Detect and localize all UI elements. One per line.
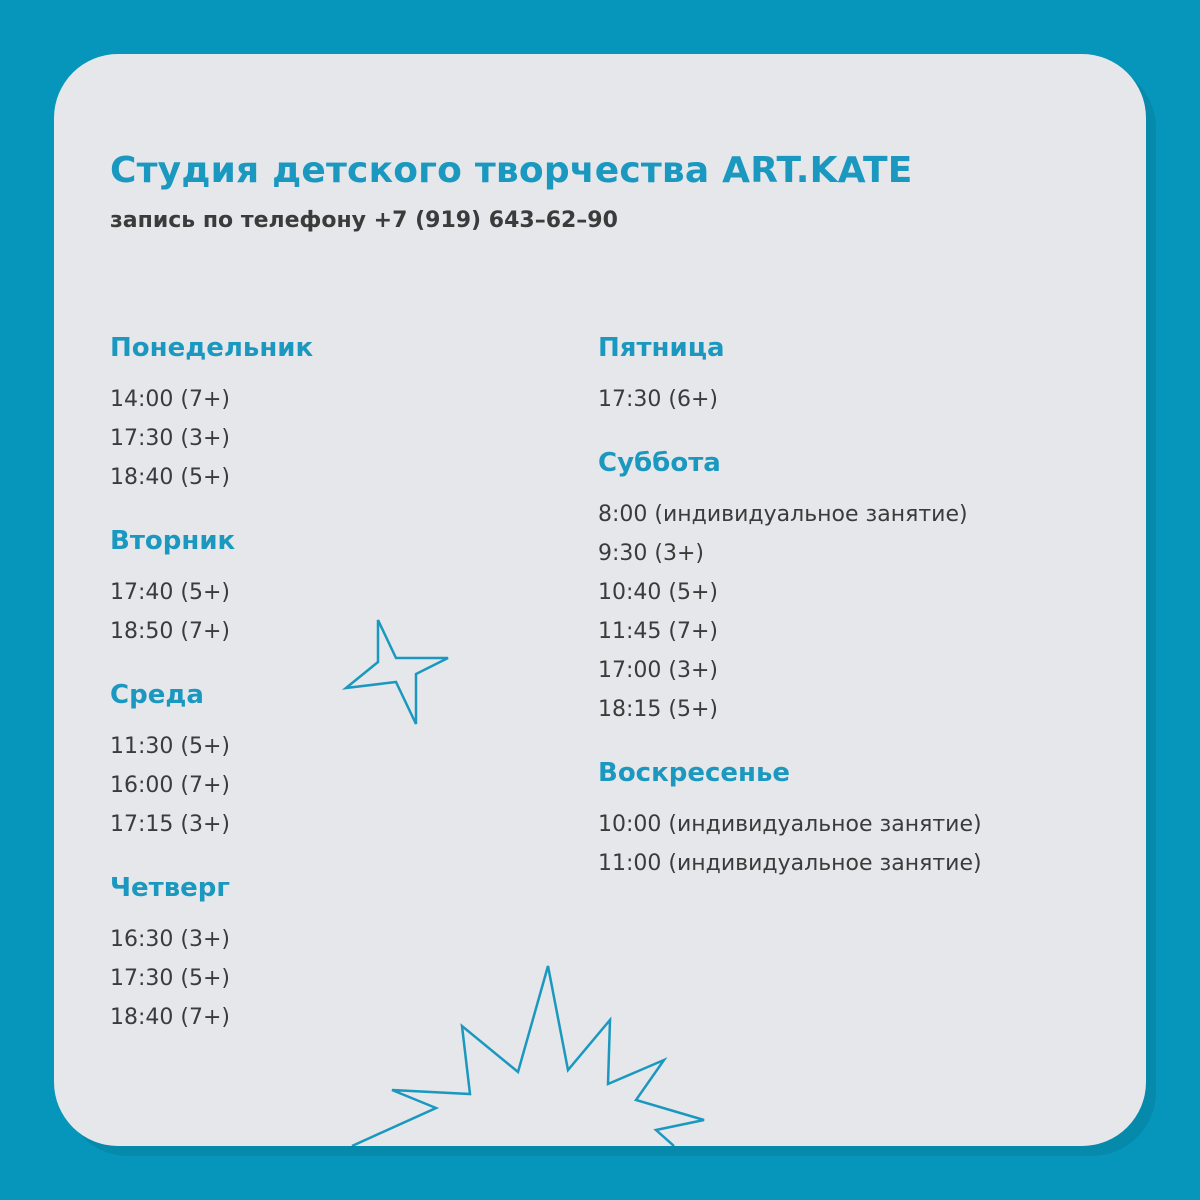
time-slot: 14:00 (7+) xyxy=(110,387,230,412)
time-slot: 17:30 (3+) xyxy=(110,426,230,451)
day-block xyxy=(598,755,982,883)
time-slot: 18:40 (5+) xyxy=(110,465,230,490)
day-heading: Суббота xyxy=(598,448,721,478)
day-heading: Воскресенье xyxy=(598,758,791,788)
day-heading: Вторник xyxy=(110,526,236,556)
day-heading: Четверг xyxy=(110,873,230,903)
time-slot: 8:00 (индивидуальное занятие) xyxy=(598,502,968,527)
four-point-star-icon xyxy=(342,616,454,728)
day-block xyxy=(110,870,313,1037)
day-block xyxy=(110,677,313,844)
time-slot: 18:15 (5+) xyxy=(598,697,718,722)
time-slot: 17:30 (6+) xyxy=(598,387,718,412)
day-block xyxy=(110,523,313,651)
day-heading: Среда xyxy=(110,680,204,710)
schedule-column-left xyxy=(110,330,313,1063)
time-slot: 17:40 (5+) xyxy=(110,580,230,605)
page-title: Студия детского творчества ART.KATE xyxy=(110,150,913,191)
burst-star-icon xyxy=(344,960,764,1146)
time-slot: 18:50 (7+) xyxy=(110,619,230,644)
time-slot: 11:45 (7+) xyxy=(598,619,718,644)
time-slot: 17:15 (3+) xyxy=(110,812,230,837)
time-slot: 10:00 (индивидуальное занятие) xyxy=(598,812,982,837)
phone-subtitle: запись по телефону +7 (919) 643–62–90 xyxy=(110,208,618,233)
time-slot: 11:00 (индивидуальное занятие) xyxy=(598,851,982,876)
day-heading: Понедельник xyxy=(110,333,314,363)
day-block xyxy=(598,330,982,419)
time-slot: 9:30 (3+) xyxy=(598,541,704,566)
day-block xyxy=(110,330,313,497)
time-slot: 10:40 (5+) xyxy=(598,580,718,605)
day-heading: Пятница xyxy=(598,333,725,363)
time-slot: 16:30 (3+) xyxy=(110,927,230,952)
time-slot: 18:40 (7+) xyxy=(110,1005,230,1030)
time-slot: 16:00 (7+) xyxy=(110,773,230,798)
time-slot: 17:30 (5+) xyxy=(110,966,230,991)
schedule-card xyxy=(54,54,1146,1146)
day-block xyxy=(598,445,982,729)
time-slot: 17:00 (3+) xyxy=(598,658,718,683)
schedule-column-right xyxy=(598,330,982,909)
time-slot: 11:30 (5+) xyxy=(110,734,230,759)
